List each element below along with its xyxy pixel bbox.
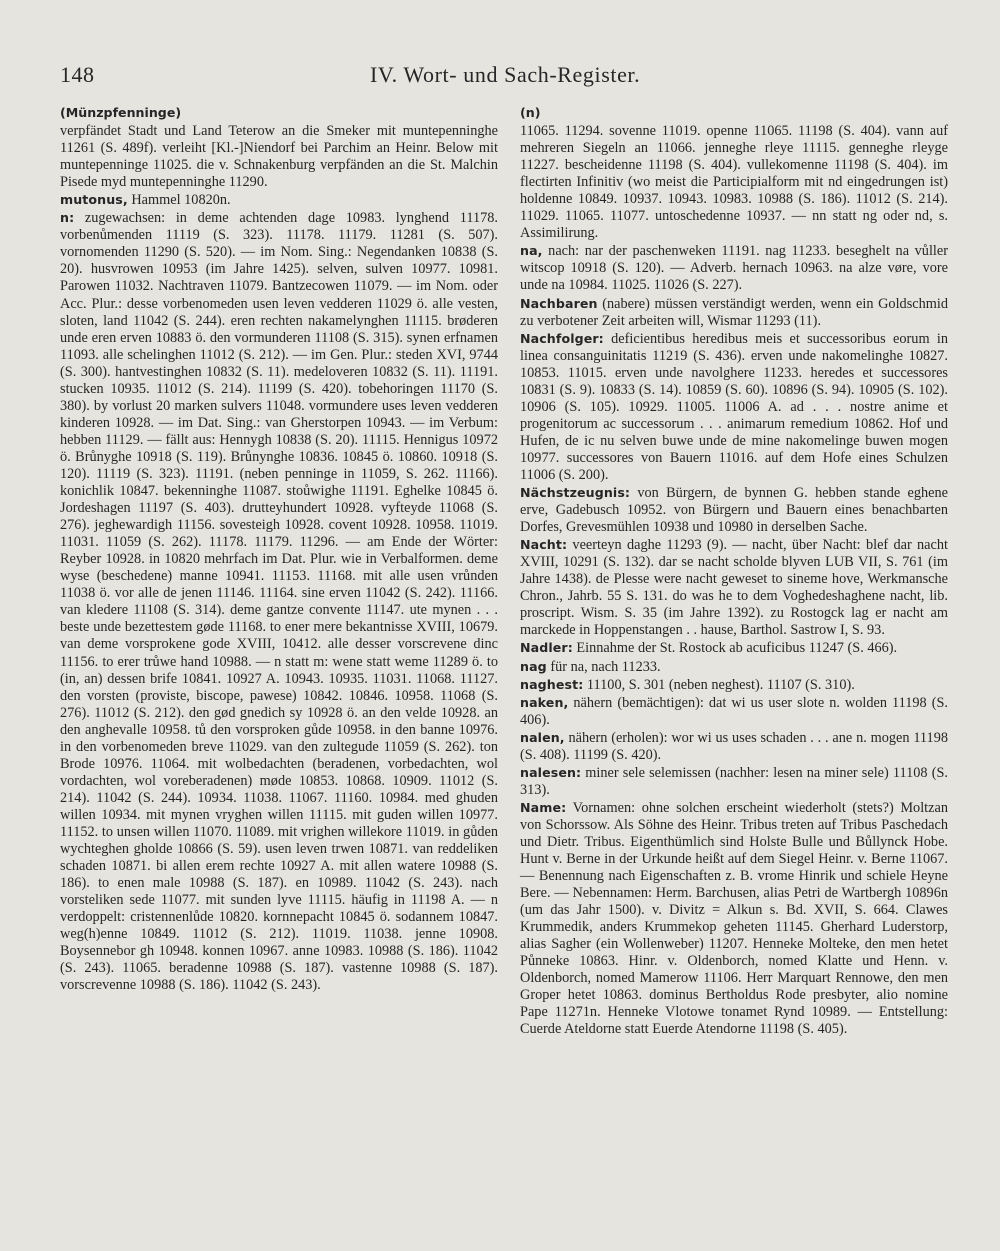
entry-headword: na, [520, 243, 543, 259]
entry-headword: mutonus, [60, 192, 128, 208]
entry-text: Hammel 10820n. [127, 192, 231, 209]
entry-headword: Name: [520, 799, 567, 815]
register-entry [520, 484, 948, 536]
entry-headword: naken, [520, 694, 569, 710]
entry-text: miner sele selemissen (nachher: lesen na miner sele) 11108 (S. 313). [520, 764, 948, 798]
register-entry [520, 658, 948, 676]
register-entry [520, 330, 948, 484]
running-head-label: (Münzpfenninge) [60, 105, 182, 120]
entry-text: Einnahme der St. Rostock ab acuficibus 11247 (S. 466). [572, 640, 898, 657]
register-entry [60, 191, 498, 209]
entry-headword: Nachbaren [520, 295, 598, 311]
entry-headword: nalen, [520, 729, 565, 745]
page-number: 148 [60, 62, 95, 87]
entry-text: nach: nar der paschenweken 11191. nag 11233. beseghelt na vůller witscop 10918 (S. 120). — Adverb. hernach 10963. na alze vøre, vore unde na 10984. 11025. 11026 (S. 227). [520, 243, 948, 294]
register-entry [520, 729, 948, 764]
register-entry [520, 639, 948, 657]
register-entry [520, 676, 948, 694]
page-header [0, 62, 1000, 96]
entry-headword: naghest: [520, 676, 584, 692]
register-entry [60, 122, 498, 191]
register-entry [520, 799, 948, 1039]
register-entry [520, 242, 948, 294]
entry-text: nähern (erholen): wor wi us uses schaden . . . ane n. mogen 11198 (S. 408). 11199 (S. 420). [520, 729, 948, 763]
entry-text: 11100, S. 301 (neben neghest). 11107 (S. 310). [583, 676, 855, 693]
right-column [520, 104, 948, 1039]
register-entry [520, 536, 948, 639]
entry-text: von Bürgern, de bynnen G. hebben stande eghene erve, Gadebusch 10952. von Bürgern und Bauern eines benachbarten Dorfes, Grevesmühlen 10938 und 10980 in derselben Sache. [520, 485, 948, 536]
entry-headword: Nadler: [520, 640, 573, 656]
register-entry [520, 694, 948, 729]
register-entry [520, 764, 948, 799]
register-entry [60, 209, 498, 994]
entry-text: zugewachsen: in deme achtenden dage 10983. lynghend 11178. vorbenůmenden 11119 (S. 323). 11178. 11179. 11281 (S. 507). vornomenden 11290 (S. 520). — im Nom. Sing.: Negendanken 10838 (S. 20). husvrowen 10953 (im Jahre 1425). selven, sulven 10977. 10981. Parowen 11032. Nachtraven 11079. Bantzecowen 11079. — im Nom. oder Acc. Plur.: desse vorbenomeden usen leven vedderen 11029 ö. alle vesten, sloten, land 11042 (S. 244). eren rechten nakamelynghen 11115. brøderen unde eren erven 10883 ö. den vormunderen 11108 (S. 315). synen erfnamen 11093. alle schelinghen 11012 (S. 212). — im Gen. Plur.: steden XVI, 9744 (S. 300). hantvestinghen 10832 (S. 11). medeloveren 10832 (S. 11). 11191. stucken 10935. 11012 (S. 214). 11199 (S. 420). tobehoringen 11170 (S. 380). by vorlust 20 marken sulvers 11048. vormundere uses leven vedderen kinderen 10928. — im Dat. Sing.: van Gherstorpen 10943. — im Verbum: hebben 11129. — fällt aus: Hennygh 10838 (S. 20). 11115. Hennigus 10972 ö. Brůnyghe 10918 (S. 119). Brůnynghe 10836. 10845 ö. 10860. 10918 (S. 120). 11119 (S. 323). 11191. (neben penninge in 11059, S. 262. 11166). konichlik 10847. bekenninghe 11087. stoůwighe 11191. Eghelke 10845 ö. Jordeshagen 11197 (S. 403). drutteyhundert 10928. vyfteyde 11068 (S. 276). jeghewardigh 11156. sovesteigh 10928. covent 10928. 10958. 11019. 11031. 11059 (S. 262). 11178. 11179. 11296. — am Ende der Wörter: Reyber 10928. in 10820 mehrfach im Dat. Plur. wie in Verbalformen. deme wyse (beschedene) manne 10941. 11153. 11168. mit alle usen vrůnden 11038 ö. vor alle de jenen 11146. 11164. sine erven 11042 (S. 242). 11166. van kledere 11108 (S. 314). deme gantze convente 11147. ute mynen . . . beste unde bezettestem gøde 11168. to ener mere bekantnisse XVIII, 10679. van deme vorsprokene gode XVIII, 10412. alle desser vorscrevene dinc 11156. to erer trůwe hand 10988. — n statt m: wene statt weme 11289 ö. to (in, an) dessen brife 10841. 10927 A. 10943. 10935. 11031. 11068. 11127. den vorsten (proviste, biscope, pawese) 10842. 10846. 10958. 11068 (S. 276). 11012 (S. 212). den gød gnedich sy 10928 ö. an den velde 10928. an den anghevalle 10958. tů den vorsproken gůde 10958. in den banne 10976. in den vorbenomeden breve 11029. van den zultegude 11059 (S. 262). ton Brode 10976. 11064. mit wolbedachten (beradenen, vorbedachten, wol vordachten, wol voreberadenen) møde 10853. 10868. 10909. 11012 (S. 214). 11042 (S. 244). 10934. 11038. 11067. 11160. 10984. med ghuden willen 10934. mit mynen vryghen willen 11115. mit guden willen 10977. 11152. to unsen willen 11070. 11089. mit vrighen willekore 11019. in gůden wychteghen gholde 10866 (S. 59). usen leven trwen 10871. van reddeliken schaden 10871. bi allen erem rechte 10927 A. mit allen watere 10988 (S. 186). to enen male 10988 (S. 187). en 10989. 11042 (S. 243). nach vorsteliken sede 11077. mit sunden lyve 11115. häufig in 11198 A. — n verdoppelt: cristennenlůde 10820. kornnepacht 10845 ö. sodannem 10847. weg(h)enne 10849. 11012 (S. 212). 11019. 11038. jenne 10908. Boysennebor gh 10948. konnen 10967. anne 10983. 10988 (S. 186). 11042 (S. 243). 11065. beradenne 10988 (S. 187). vastenne 10988 (S. 187). vorscrevenne 10988 (S. 186). 11042 (S. 243). [60, 210, 498, 994]
entry-text: 11065. 11294. sovenne 11019. openne 11065. 11198 (S. 404). vann auf mehreren Siegeln an 11066. jenneghe rleye 11115. genneghe rleyge 11227. bescheidenne 11198 (S. 404). vullekomenne 11198 (S. 404). im flectirten Infinitiv (wo meist die Participialform mit nd eingedrungen ist) holdenne 10849. 10937. 10943. 10983. 10988 (S. 186). 11012 (S. 214). 11029. 11065. 11077. untoschedenne 10937. — nn statt ng oder nd, s. Assimilirung. [520, 123, 948, 242]
entry-text: veerteyn daghe 11293 (9). — nacht, über Nacht: blef dar nacht XVIII, 10291 (S. 132). dar se nacht scholde blyven LUB VII, S. 761 (im Jahre 1438). de Plesse were nacht geweset to sineme hove, Werkmansche Chron., Jahrb. 55 S. 131. do was he to dem Voghedeshaghene nacht, lib. proscript. Wism. S. 35 (im Jahre 1392). zu Rostogck lag er nacht am marckede in Hoppenstangen . . hause, Barthol. Sastrow I, S. 93. [520, 537, 948, 639]
entry-text: (nabere) müssen verständigt werden, wenn ein Goldschmid zu verbotener Zeit arbeiten will, Wismar 11293 (11). [520, 295, 948, 329]
entry-headword: nag [520, 658, 547, 674]
running-head-right [520, 104, 948, 122]
entry-text: verpfändet Stadt und Land Teterow an die Smeker mit muntepenninghe 11261 (S. 489f). verleiht [Kl.-]Niendorf bei Parchim an Heinr. Below mit muntepenninge 11025. die v. Schnakenburg verpfänden an die St. Malchin Pisede myd muntepenninghe 11290. [60, 123, 498, 191]
left-column [60, 104, 498, 994]
register-entry [520, 295, 948, 330]
entry-headword: Nächstzeugnis: [520, 485, 631, 501]
entry-text: Vornamen: ohne solchen erscheint wiederholt (stets?) Moltzan von Schorssow. Als Söhne des Heinr. Tribus treten auf Tribus Paschedach und Dietr. Tribus. Eigenthümlich sind Holste Bulle und Bůllynck Hobe. Hunt v. Berne in der Urkunde heißt auf dem Siegel Heinr. v. Berne 11067. — Benennung nach Eigenschaften z. B. vrome Hinrik und schiele Heyne Bere. — Nebennamen: Herm. Barchusen, alias Petri de Wartbergh 10896n (um das Jahr 1500). v. Divitz = Alkun s. Bd. XVII, S. 664. Clawes Krummedik, anders Krummekop geheten 11145. Gherhard Luderstorp, alias Sagher (ein Wollenweber) 11207. Henneke Molteke, den men hetet Půnneke 10863. Hinr. v. Oldenborch, nomed Klatte und Henn. v. Oldenborch, nomed Mamerow 11106. Herr Marquart Rennowe, den men Groper hetet 10863. dominus Bertholdus Rode presbyter, alio nomine Pape 11271n. Henneke Vlotowe tonamet Rynd 10989. — Entstellung: Cuerde Ateldorne statt Euerde Atendorne 11198 (S. 405). [520, 799, 948, 1038]
page-title: IV. Wort- und Sach-Register. [370, 62, 641, 87]
entry-headword: Nacht: [520, 537, 568, 553]
running-head-label: (n) [520, 105, 541, 120]
entry-text: für na, nach 11233. [546, 658, 661, 675]
entry-text: deficientibus heredibus meis et successoribus eorum in linea consanguinitatis 11219 (S. 436). erven unde nakomelinghe 10827. 10853. 11015. erven unde navolghere 11233. heredes et successores 10831 (S. 9). 10833 (S. 14). 10859 (S. 60). 10896 (S. 94). 10905 (S. 102). 10906 (S. 105). 10929. 11005. 11006 A. ad . . . nostre anime et progenitorum ac successorum . . . animarum remedium 10862. Hof und Hufen, de ic nu selven buwe unde de mine nakomelinge buwen mogen 10977. successores von Bauern 11016. auf dem Hofe eines Schulzen 11006 (S. 200). [520, 330, 948, 483]
running-head-left [60, 104, 498, 122]
entry-headword: Nachfolger: [520, 330, 604, 346]
entry-headword: nalesen: [520, 764, 582, 780]
entry-text: nähern (bemächtigen): dat wi us user slote n. wolden 11198 (S. 406). [520, 694, 948, 728]
register-entry [520, 122, 948, 242]
entry-headword: n: [60, 210, 75, 226]
